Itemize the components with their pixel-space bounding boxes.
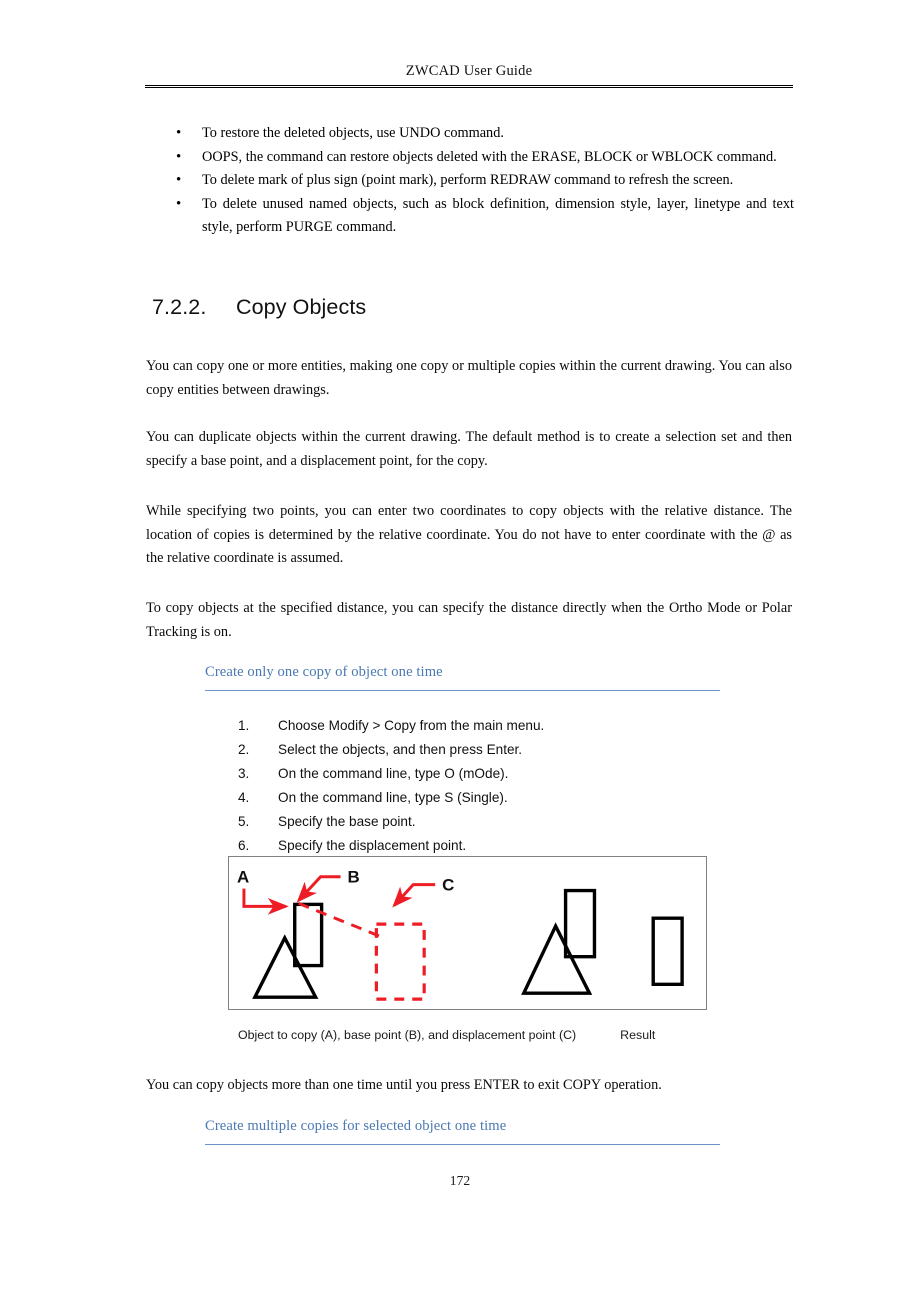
list-item: [238, 714, 658, 738]
step-text: Choose Modify > Copy from the main menu.: [278, 718, 545, 733]
paragraph-ortho: To copy objects at the specified distance, you can specify the distance directly when the Ortho Mode or Polar Tracking is on.: [146, 600, 792, 640]
blue-heading-multiple-copies: [205, 1116, 720, 1145]
leader-b: [299, 877, 341, 901]
result-copied-rectangle: [653, 918, 682, 984]
blue-heading-single-copy: [205, 662, 720, 691]
copy-objects-figure: [228, 856, 707, 1010]
copy-objects-diagram: [229, 857, 706, 1009]
list-item: [176, 122, 794, 146]
bullet-text: To delete mark of plus sign (point mark), perform REDRAW command to refresh the screen.: [202, 172, 734, 189]
paragraph-duplicate: You can duplicate objects within the current drawing. The default method is to create a selection set and then specify a base point, and a displacement point, for the copy.: [146, 429, 792, 469]
figure-caption-result: Result: [620, 1028, 656, 1042]
section-number: 7.2.2.: [152, 295, 207, 319]
header-title: ZWCAD User Guide: [405, 63, 533, 79]
displacement-vector: [299, 903, 387, 939]
figure-caption: [238, 1028, 708, 1042]
numbered-steps-list: [238, 714, 658, 858]
bullet-icon: •: [176, 172, 182, 189]
original-rectangle: [295, 904, 322, 965]
bullet-list: [176, 122, 794, 240]
figure-label-c: C: [442, 875, 455, 895]
blue-heading-rule: [205, 1144, 720, 1145]
step-number: 5.: [238, 814, 250, 829]
bullet-text: To restore the deleted objects, use UNDO command.: [202, 125, 504, 141]
list-item: [238, 762, 658, 786]
step-number: 6.: [238, 838, 250, 853]
bullet-text: OOPS, the command can restore objects deleted with the ERASE, BLOCK or WBLOCK command.: [202, 148, 777, 165]
step-text: On the command line, type O (mOde).: [278, 766, 509, 781]
step-text: On the command line, type S (Single).: [278, 790, 508, 805]
list-item: [238, 786, 658, 810]
section-heading: [152, 295, 366, 320]
step-number: 1.: [238, 718, 250, 733]
paragraph-intro: You can copy one or more entities, making one copy or multiple copies within the current drawing. You can also copy entities between drawings.: [146, 358, 792, 398]
header-rule: [145, 85, 793, 89]
section-title: Copy Objects: [236, 295, 367, 319]
blue-heading-rule: [205, 690, 720, 691]
list-item: [176, 146, 794, 170]
step-text: Specify the base point.: [278, 814, 416, 829]
paragraph-multiple-copies: You can copy objects more than one time until you press ENTER to exit COPY operation.: [146, 1077, 662, 1093]
list-item: [238, 810, 658, 834]
bullet-icon: •: [176, 125, 182, 141]
bullet-icon: •: [176, 195, 182, 212]
step-number: 4.: [238, 790, 250, 805]
original-triangle: [255, 938, 316, 997]
list-item: [238, 738, 658, 762]
list-item: [238, 834, 658, 858]
step-text: Specify the displacement point.: [278, 838, 467, 853]
bullet-icon: •: [176, 148, 182, 165]
step-number: 3.: [238, 766, 250, 781]
figure-label-a: A: [236, 867, 250, 887]
figure-caption-main: Object to copy (A), base point (B), and displacement point (C): [238, 1028, 577, 1042]
blue-heading-text: Create only one copy of object one time: [205, 664, 443, 680]
result-triangle: [524, 926, 590, 993]
result-rectangle-original: [566, 891, 595, 957]
step-text: Select the objects, and then press Enter.: [278, 742, 523, 757]
page-number: 172: [449, 1173, 471, 1188]
step-number: 2.: [238, 742, 250, 757]
leader-c: [394, 885, 435, 906]
figure-label-b: B: [347, 867, 360, 887]
paragraph-relative-distance: While specifying two points, you can enter two coordinates to copy objects with the relative distance. The location of copies is determined by the relative coordinate. You do not have to enter coordinate with the @ as the relative coordinate is assumed.: [146, 503, 792, 566]
copy-preview-rectangle: [376, 924, 424, 999]
page-header: [145, 64, 793, 88]
leader-a: [244, 889, 286, 907]
bullet-text: To delete unused named objects, such as block definition, dimension style, layer, linetype and text style, perform PURGE command.: [202, 195, 794, 236]
blue-heading-text: Create multiple copies for selected object one time: [205, 1118, 507, 1134]
list-item: [176, 193, 794, 240]
list-item: [176, 169, 794, 193]
